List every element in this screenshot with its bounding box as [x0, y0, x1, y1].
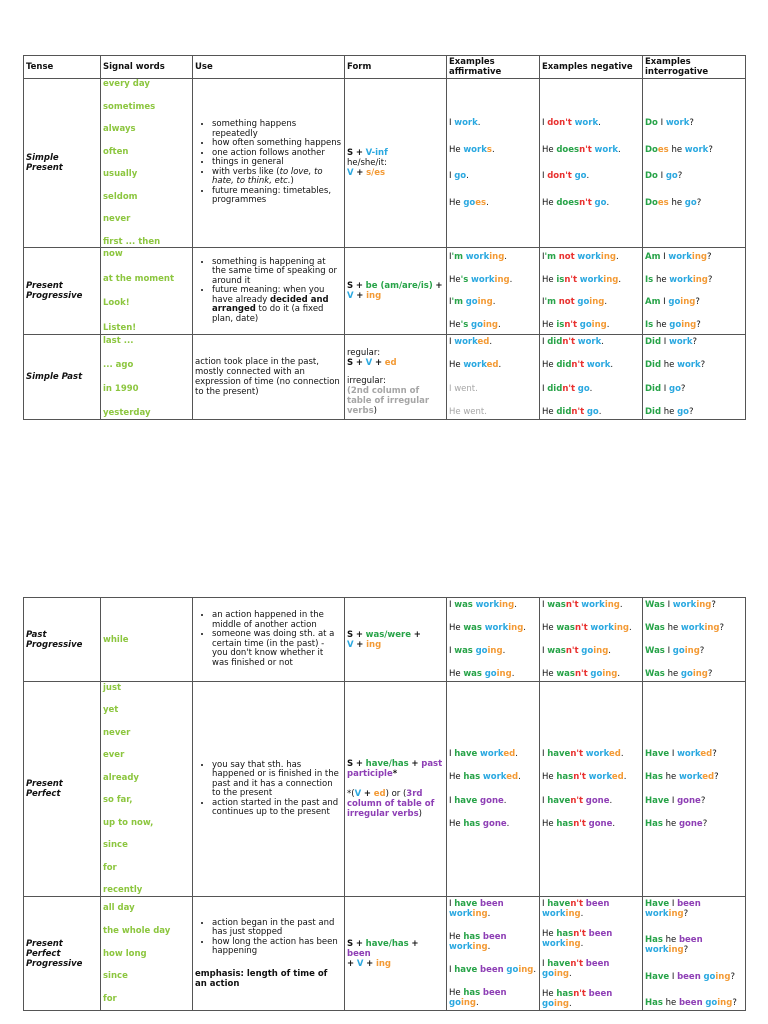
signal-word: sometimes: [103, 101, 156, 112]
example: He's working.: [449, 274, 513, 285]
use-cell: [193, 598, 345, 682]
use-cell: [193, 79, 345, 248]
tense-name: Present Perfect Progressive: [24, 897, 101, 1011]
header-row: [24, 56, 746, 79]
int-cell: [643, 79, 746, 248]
form-cell: regular: S + V + ed irregular: (2nd column of table of irregular verbs): [345, 335, 447, 420]
row-present-perfect-progressive: [24, 897, 746, 1011]
tense-name: Present Perfect: [24, 682, 101, 897]
use-item: • one action follows another: [212, 149, 342, 159]
form-cell: S + be (am/are/is) + V + ing: [345, 248, 447, 335]
example: I haven't been going.: [542, 958, 610, 979]
signal-word: never: [103, 727, 131, 738]
signal-words: [103, 903, 190, 1004]
signal-word: usually: [103, 169, 138, 180]
example: Does he work?: [645, 144, 713, 155]
signal-word: yet: [103, 705, 119, 716]
signal-word: never: [103, 214, 131, 225]
use-cell: [193, 248, 345, 335]
example: I haven't gone.: [542, 795, 613, 806]
signal-word: since: [103, 971, 128, 982]
signal-word: how long: [103, 948, 147, 959]
example: Has he gone?: [645, 818, 708, 829]
neg-cell: [540, 682, 643, 897]
example: Have I gone?: [645, 795, 706, 806]
example: Do I go?: [645, 171, 683, 182]
use-item: • future meaning: timetables, programmes: [212, 187, 342, 206]
signal-word: often: [103, 146, 129, 157]
example: I'm not working.: [542, 252, 619, 262]
example: Do I work?: [645, 118, 694, 128]
example: Am I working?: [645, 252, 712, 262]
signal-word: Look!: [103, 298, 130, 309]
use-item: • something happens repeatedly: [212, 120, 342, 139]
example: He has gone.: [449, 818, 510, 829]
example: Is he working?: [645, 274, 713, 285]
example: He hasn't worked.: [542, 772, 627, 783]
signal-word: last ...: [103, 336, 134, 346]
example: I haven't been working.: [542, 898, 610, 919]
use-item: • how long the action has been happening: [212, 938, 342, 957]
example: He wasn't working.: [542, 622, 632, 633]
example: He isn't working.: [542, 274, 622, 285]
int-cell: [643, 682, 746, 897]
int-cell: [643, 598, 746, 682]
example: I didn't work.: [542, 337, 604, 347]
signal-word: ever: [103, 750, 125, 761]
use-cell: [193, 682, 345, 897]
example: Was I going?: [645, 646, 705, 657]
example: I don't go.: [542, 171, 590, 182]
use-item: • an action happened in the middle of another action: [212, 611, 342, 630]
header-tense: Tense: [24, 56, 101, 79]
signal-word: for: [103, 994, 117, 1004]
header-affirmative: Examples affirmative: [447, 56, 540, 79]
emphasis-note: emphasis: length of time of an action: [195, 968, 328, 989]
example: I'm going.: [449, 297, 496, 308]
signal-words: [103, 79, 190, 247]
header-form: Form: [345, 56, 447, 79]
tense-table-2: [23, 597, 746, 1011]
aff-cell: [447, 598, 540, 682]
signal-word: recently: [103, 884, 143, 895]
example: Does he go?: [645, 197, 702, 208]
example: I have been going.: [449, 965, 537, 976]
example: He goes.: [449, 197, 489, 208]
signal-word: yesterday: [103, 408, 151, 418]
example: I wasn't working.: [542, 599, 623, 610]
use-item: • someone was doing sth. at a certain time (in the past) - you don't know whether it was finished or not: [212, 630, 342, 668]
example: He didn't work.: [542, 360, 614, 371]
aff-cell: [447, 682, 540, 897]
form-cell: S + have/has + been + V + ing: [345, 897, 447, 1011]
use-item: • things in general: [212, 158, 342, 168]
example: He has been working.: [449, 931, 507, 952]
use-item: • how often something happens: [212, 139, 342, 149]
signal-word: already: [103, 772, 139, 783]
tense-name: Simple Present: [24, 79, 101, 248]
use-item: • something is happening at the same time of speaking or around it: [212, 258, 342, 287]
signal-words: [103, 249, 190, 333]
example: He hasn't been working.: [542, 928, 613, 949]
use-item: • you say that sth. has happened or is finished in the past and it has a connection to the present: [212, 761, 342, 799]
example: Is he going?: [645, 319, 701, 330]
example: I have been working.: [449, 898, 504, 919]
example: He didn't go.: [542, 406, 602, 417]
use-cell: action took place in the past, mostly connected with an expression of time (no connection to the present): [193, 335, 345, 420]
row-present-perfect: [24, 682, 746, 897]
int-cell: [643, 335, 746, 420]
tense-table-1: [23, 55, 746, 420]
example: I was going.: [449, 646, 506, 657]
tense-name: Simple Past: [24, 335, 101, 420]
use-item: • action began in the past and has just stopped: [212, 919, 342, 938]
signal-word: just: [103, 683, 122, 693]
example: I was working.: [449, 599, 517, 610]
signal-word: now: [103, 249, 123, 259]
signal-word: while: [101, 598, 193, 682]
use-item: • future meaning: when you have already decided and arranged to do it (a fixed plan, date): [212, 286, 342, 324]
signal-words: [103, 336, 190, 418]
signal-word: ... ago: [103, 360, 134, 370]
header-use: Use: [193, 56, 345, 79]
example: I go.: [449, 171, 469, 182]
header-interrogative: Examples interrogative: [643, 56, 746, 79]
example: Was I working?: [645, 599, 716, 610]
aff-cell: [447, 79, 540, 248]
signal-word: so far,: [103, 795, 133, 806]
example: Have I been going?: [645, 971, 735, 982]
tense-name: Present Progressive: [24, 248, 101, 335]
form-cell: S + was/were + V + ing: [345, 598, 447, 682]
row-present-progressive: [24, 248, 746, 335]
example: I don't work.: [542, 118, 601, 128]
example: I haven't worked.: [542, 749, 624, 759]
signal-word: at the moment: [103, 273, 175, 284]
example: I'm not going.: [542, 297, 608, 308]
tense-name: Past Progressive: [24, 598, 101, 682]
header-negative: Examples negative: [540, 56, 643, 79]
example: Have I worked?: [645, 749, 717, 759]
neg-cell: [540, 335, 643, 420]
form-cell: S + have/has + past participle* *(V + ed) or (3rd column of table of irregular verbs): [345, 682, 447, 897]
example: Was he going?: [645, 669, 713, 680]
example: He worked.: [449, 360, 502, 371]
signal-word: all day: [103, 903, 135, 913]
neg-cell: [540, 248, 643, 335]
int-cell: [643, 897, 746, 1011]
example: Has he worked?: [645, 772, 719, 783]
signal-word: Listen!: [103, 322, 137, 333]
signal-word: first ... then: [103, 236, 161, 247]
signal-word: up to now,: [103, 817, 154, 828]
row-past-progressive: [24, 598, 746, 682]
example: He hasn't gone.: [542, 818, 616, 829]
example: He has worked.: [449, 772, 521, 783]
row-simple-present: [24, 79, 746, 248]
aff-cell: [447, 897, 540, 1011]
example: He doesn't go.: [542, 197, 610, 208]
example: I have gone.: [449, 795, 507, 806]
signal-word: always: [103, 124, 136, 135]
example: I work.: [449, 118, 481, 128]
form-cell: S + V-inf he/she/it: V + s/es: [345, 79, 447, 248]
int-cell: [643, 248, 746, 335]
example: He isn't going.: [542, 319, 610, 330]
signal-word: in 1990: [103, 384, 139, 394]
example: I went.: [449, 383, 478, 394]
signal-word: since: [103, 840, 128, 851]
example: He went.: [449, 406, 487, 417]
neg-cell: [540, 79, 643, 248]
example: Has he been going?: [645, 998, 737, 1009]
example: He works.: [449, 144, 495, 155]
example: Did I go?: [645, 383, 686, 394]
signal-word: every day: [103, 79, 150, 89]
example: Did he go?: [645, 406, 694, 417]
example: Did I work?: [645, 337, 698, 347]
row-simple-past: [24, 335, 746, 420]
aff-cell: [447, 335, 540, 420]
example: I wasn't going.: [542, 646, 611, 657]
signal-word: seldom: [103, 191, 138, 202]
example: Was he working?: [645, 622, 725, 633]
example: Has he been working?: [645, 935, 703, 956]
neg-cell: [540, 897, 643, 1011]
use-item: • action started in the past and continues up to the present: [212, 799, 342, 818]
neg-cell: [540, 598, 643, 682]
example: I didn't go.: [542, 383, 593, 394]
example: He was working.: [449, 622, 526, 633]
header-signal-words: Signal words: [101, 56, 193, 79]
example: Am I going?: [645, 297, 700, 308]
example: He was going.: [449, 669, 515, 680]
signal-words: [103, 683, 190, 895]
example: He has been going.: [449, 988, 507, 1009]
signal-word: the whole day: [103, 925, 171, 936]
example: He hasn't been going.: [542, 988, 613, 1009]
example: I'm working.: [449, 252, 507, 262]
example: He doesn't work.: [542, 144, 621, 155]
aff-cell: [447, 248, 540, 335]
use-cell: [193, 897, 345, 1011]
signal-word: for: [103, 862, 117, 873]
example: Have I been working?: [645, 898, 701, 919]
example: He wasn't going.: [542, 669, 621, 680]
example: Did he work?: [645, 360, 706, 371]
example: He's going.: [449, 319, 501, 330]
example: I have worked.: [449, 749, 518, 759]
use-item: • with verbs like (to love, to hate, to think, etc.): [212, 168, 342, 187]
example: I worked.: [449, 337, 493, 347]
